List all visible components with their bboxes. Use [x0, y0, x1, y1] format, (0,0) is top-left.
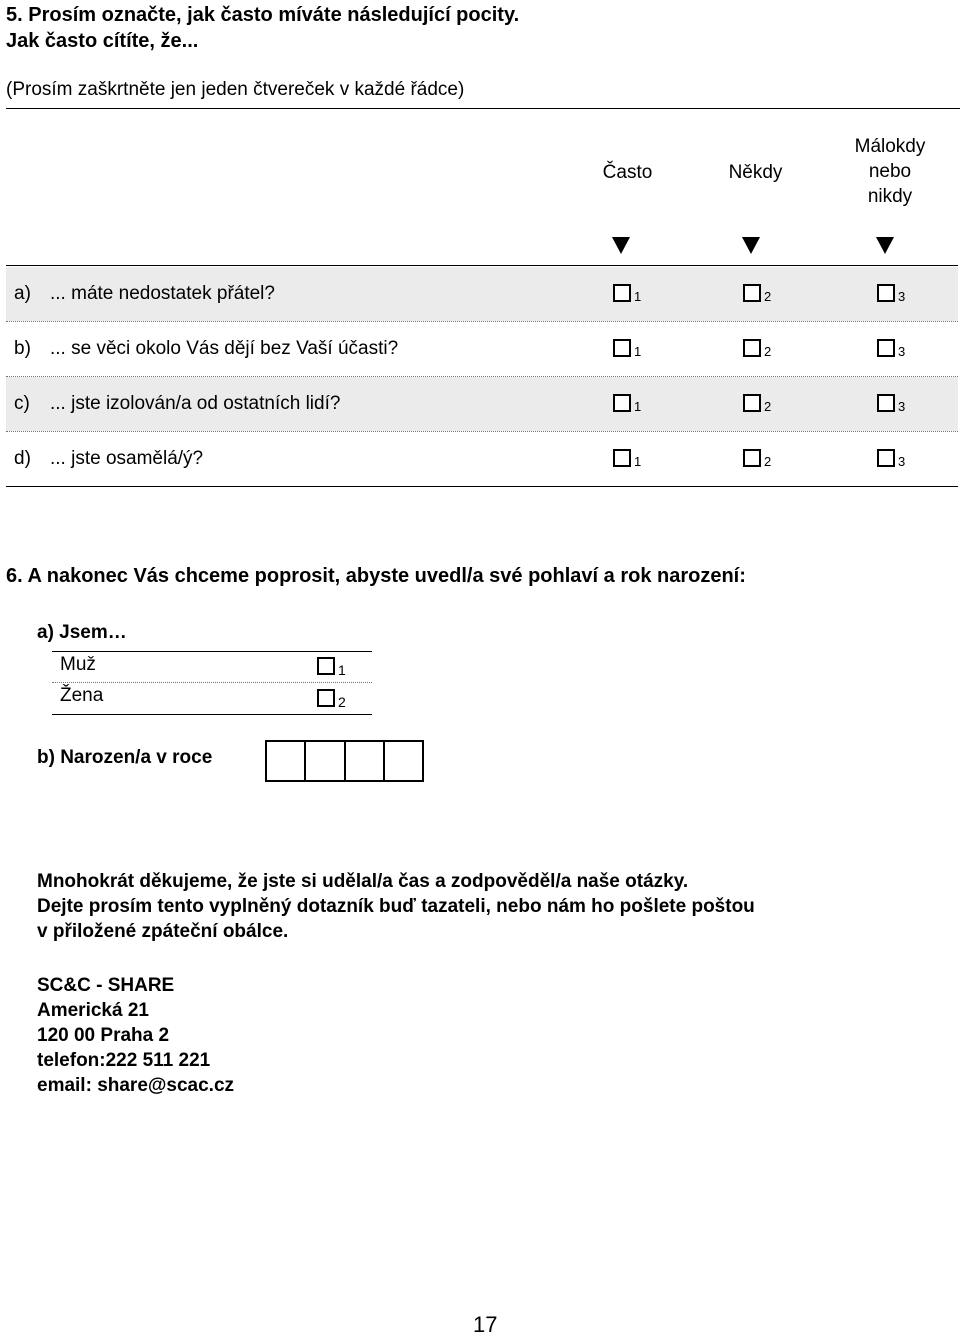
option-code: 2 — [764, 399, 772, 414]
option-code: 1 — [338, 662, 346, 678]
question-6-title: 6. A nakonec Vás chceme poprosit, abyste uvedl/a své pohlaví a rok narození: — [6, 565, 746, 587]
row-label: c) — [14, 393, 30, 414]
column-header-sometimes: Někdy — [728, 162, 783, 183]
option-code: 2 — [764, 289, 772, 304]
row-label: d) — [14, 448, 31, 469]
checkbox[interactable] — [317, 689, 335, 707]
gender-label-male: Muž — [60, 654, 96, 675]
option-code: 3 — [898, 289, 906, 304]
address-line: Americká 21 — [37, 1000, 149, 1021]
checkbox[interactable] — [877, 394, 895, 412]
year-digit-box[interactable] — [267, 742, 306, 780]
column-header-rarely-line2: nebo — [868, 161, 912, 182]
thank-you-line: Mnohokrát děkujeme, že jste si udělal/a čas a zodpověděl/a naše otázky. — [37, 871, 689, 892]
address-line: email: share@scac.cz — [37, 1075, 235, 1096]
checkbox[interactable] — [877, 284, 895, 302]
gender-table-top — [52, 651, 372, 652]
column-header-rarely-line3: nikdy — [867, 186, 913, 207]
arrow-down-icon — [612, 237, 630, 254]
question-5-instruction: (Prosím zaškrtněte jen jeden čtvereček v každé řádce) — [6, 79, 465, 100]
question-6a-label: a) Jsem… — [37, 622, 127, 643]
checkbox[interactable] — [743, 394, 761, 412]
question-row-c — [6, 377, 958, 431]
checkbox[interactable] — [743, 339, 761, 357]
row-question-text: ... jste izolován/a od ostatních lidí? — [50, 393, 341, 414]
option-code: 2 — [764, 344, 772, 359]
checkbox[interactable] — [317, 657, 335, 675]
arrow-down-icon — [742, 237, 760, 254]
arrow-down-icon — [876, 237, 894, 254]
checkbox[interactable] — [877, 449, 895, 467]
gender-label-female: Žena — [60, 685, 104, 706]
option-code: 2 — [338, 694, 346, 710]
thank-you-line: Dejte prosím tento vyplněný dotazník buď tazateli, nebo nám ho pošlete poštou — [37, 896, 755, 917]
gender-table-bottom — [52, 714, 372, 715]
divider — [6, 108, 960, 109]
return-address — [37, 973, 234, 1098]
gender-row-separator — [52, 682, 372, 683]
question-5-title-line1: 5. Prosím označte, jak často míváte následující pocity. — [6, 4, 520, 26]
row-question-text: ... máte nedostatek přátel? — [50, 283, 275, 304]
column-header-rarely-line1: Málokdy — [854, 136, 926, 157]
option-code: 3 — [898, 454, 906, 469]
thank-you-line: v přiložené zpáteční obálce. — [37, 921, 289, 942]
option-code: 1 — [634, 344, 642, 359]
year-digit-box[interactable] — [346, 742, 385, 780]
year-digit-box[interactable] — [385, 742, 422, 780]
question-5-title — [6, 2, 519, 54]
question-6b-label: b) Narozen/a v roce — [37, 747, 213, 768]
address-line: SC&C - SHARE — [37, 975, 175, 996]
question-row-d — [6, 432, 958, 486]
question-row-b — [6, 322, 958, 376]
checkbox[interactable] — [613, 339, 631, 357]
checkbox[interactable] — [613, 284, 631, 302]
checkbox[interactable] — [743, 449, 761, 467]
row-label: b) — [14, 338, 31, 359]
option-code: 1 — [634, 399, 642, 414]
row-label: a) — [14, 283, 31, 304]
option-code: 1 — [634, 454, 642, 469]
address-line: telefon:222 511 221 — [37, 1050, 211, 1071]
checkbox[interactable] — [877, 339, 895, 357]
column-header-rarely-never — [840, 134, 940, 209]
birth-year-input[interactable] — [265, 740, 424, 782]
thank-you-note — [37, 869, 755, 944]
row-question-text: ... jste osamělá/ý? — [50, 448, 204, 469]
option-code: 1 — [634, 289, 642, 304]
column-header-often: Často — [602, 162, 653, 183]
question-row-a — [6, 267, 958, 321]
table-top-border — [6, 265, 958, 266]
checkbox[interactable] — [613, 449, 631, 467]
page-number: 17 — [473, 1312, 498, 1337]
address-line: 120 00 Praha 2 — [37, 1025, 170, 1046]
row-question-text: ... se věci okolo Vás dějí bez Vaší účasti? — [50, 338, 399, 359]
year-digit-box[interactable] — [306, 742, 345, 780]
checkbox[interactable] — [613, 394, 631, 412]
option-code: 3 — [898, 344, 906, 359]
checkbox[interactable] — [743, 284, 761, 302]
table-bottom-border — [6, 486, 958, 487]
option-code: 2 — [764, 454, 772, 469]
question-5-title-line2: Jak často cítíte, že... — [6, 30, 199, 52]
option-code: 3 — [898, 399, 906, 414]
